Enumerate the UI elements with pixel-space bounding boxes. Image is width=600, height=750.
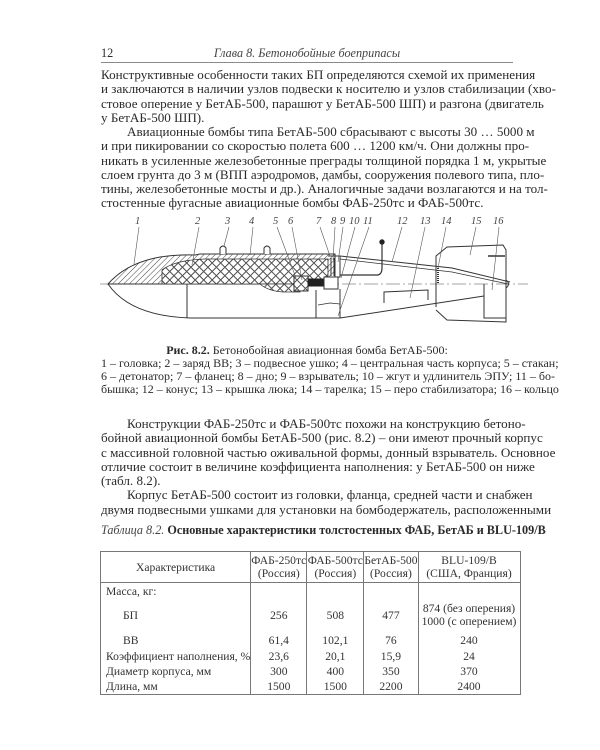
text-line: (табл. 8.2).: [101, 473, 161, 488]
row-label: Диаметр корпуса, мм: [101, 664, 251, 679]
text-line: тины, железобетонные мосты и др.). Аналогичные задачи возлагаются и на тол-: [101, 181, 548, 196]
table-label: Таблица 8.2.: [101, 523, 165, 537]
header-characteristic: Характеристика: [101, 552, 251, 583]
callout-15: 15: [471, 216, 482, 227]
legend-line: 1 – головка; 2 – заряд ВВ; 3 – подвесное ушко; 4 – центральная часть корпуса; 5 – стакан;: [101, 356, 559, 371]
body-text-bottom: [101, 416, 556, 517]
table-row: БП 256 508 477 874 (без оперения) 1000 (с оперением): [101, 599, 521, 632]
text-line: двумя подвесными ушками для установки на бомбодержатель, расположенными: [101, 501, 552, 517]
text-line: стовое оперение у БетАБ-500, парашют у БетАБ-500 ШП) и разгона (двигатель: [101, 95, 544, 111]
callout-9: 9: [340, 216, 346, 227]
page-number: 12: [101, 46, 114, 60]
callout-16: 16: [493, 216, 504, 227]
header-fab500: ФАБ-500тс (Россия): [307, 552, 364, 583]
figure-caption: [101, 343, 559, 397]
row-label: БП: [101, 599, 251, 632]
callout-13: 13: [420, 216, 431, 227]
body-text-top: [101, 67, 556, 211]
row-label: ВВ: [101, 632, 251, 649]
text-line: Авиационные бомбы типа БетАБ-500 сбрасывают с высоты 30 … 5000 м: [127, 124, 535, 139]
callout-10: 10: [349, 216, 360, 227]
table-row: [101, 583, 521, 599]
text-line: и при пикировании со скоростью полета 600 … 1200 км/ч. Они должны про-: [101, 138, 530, 154]
text-line: никать в усиленные железобетонные преграды толщиной порядка 1 м, укрытые: [101, 152, 547, 168]
text-line: Конструкции ФАБ-250тс и ФАБ-500тс похожи на конструкцию бетоно-: [127, 416, 526, 431]
bomb-diagram: [95, 212, 535, 337]
text-line: Конструктивные особенности таких БП определяются схемой их применения: [101, 67, 536, 82]
callout-12: 12: [397, 216, 408, 227]
text-line: стостенные фугасные авиационные бомбы ФАБ-250тс и ФАБ-500тс.: [101, 195, 484, 211]
caption-label: Рис. 8.2.: [166, 343, 210, 357]
callout-3: 3: [225, 216, 231, 227]
table-caption: Основные характеристики толстостенных ФАБ, БетАБ и BLU-109/B: [167, 523, 546, 537]
table-title: [101, 523, 546, 537]
callout-6: 6: [288, 216, 294, 227]
text-line: Корпус БетАБ-500 состоит из головки, фланца, средней части и снабжен: [127, 487, 533, 503]
table-row: Диаметр корпуса, мм 300 400 350 370: [101, 664, 521, 679]
header-fab250: ФАБ-250тс (Россия): [251, 552, 307, 583]
table-row: ВВ 61,4 102,1 76 240: [101, 632, 521, 649]
table-row: Длина, мм 1500 1500 2200 2400: [101, 679, 521, 695]
header-blu109: BLU-109/B (США, Франция): [418, 552, 520, 583]
text-line: с массивной головной частью оживальной формы, донный взрыватель. Основное: [101, 444, 556, 460]
row-label: Коэффициент наполнения, %: [101, 649, 251, 664]
row-label: Масса, кг:: [101, 583, 251, 599]
callout-7: 7: [316, 216, 322, 227]
callout-8: 8: [331, 216, 337, 227]
text-line: слоем грунта до 3 м (ВПП аэродромов, дамбы, сооружения полевого типа, пло-: [101, 166, 545, 182]
callout-1: 1: [135, 216, 141, 227]
characteristics-table: [100, 551, 521, 695]
legend-line: 6 – детонатор; 7 – фланец; 8 – дно; 9 – взрыватель; 10 – жгут и удлинитель ЭПУ; 11 – бо-: [101, 369, 556, 384]
table-row: Коэффициент наполнения, % 23,6 20,1 15,9 24: [101, 649, 521, 664]
text-line: у БетАБ-500 ШП).: [101, 109, 205, 125]
legend-line: бышка; 12 – конус; 13 – крышка люка; 14 – тарелка; 15 – перо стабилизатора; 16 – кольцо: [101, 382, 559, 397]
chapter-title: Глава 8. Бетонобойные боеприпасы: [213, 46, 401, 60]
text-line: и заключаются в наличии узлов подвески к носителю и узлов стабилизации (хво-: [101, 81, 556, 97]
callout-11: 11: [363, 216, 373, 227]
callout-14: 14: [441, 216, 452, 227]
callout-4: 4: [249, 216, 255, 227]
table-header-row: [101, 552, 521, 583]
header-betab500: БетАБ-500 (Россия): [364, 552, 418, 583]
row-label: Длина, мм: [101, 679, 251, 695]
callout-5: 5: [273, 216, 279, 227]
caption-title: Бетонобойная авиационная бомба БетАБ-500:: [212, 343, 448, 357]
text-line: бойной авиационной бомбы БетАБ-500 (рис. 8.2) – они имеют прочный корпус: [101, 430, 543, 446]
text-line: отличие состоит в величине коэффициента наполнения: у БетАБ-500 он ниже: [101, 458, 535, 474]
running-head: [101, 46, 513, 63]
callout-2: 2: [195, 216, 201, 227]
